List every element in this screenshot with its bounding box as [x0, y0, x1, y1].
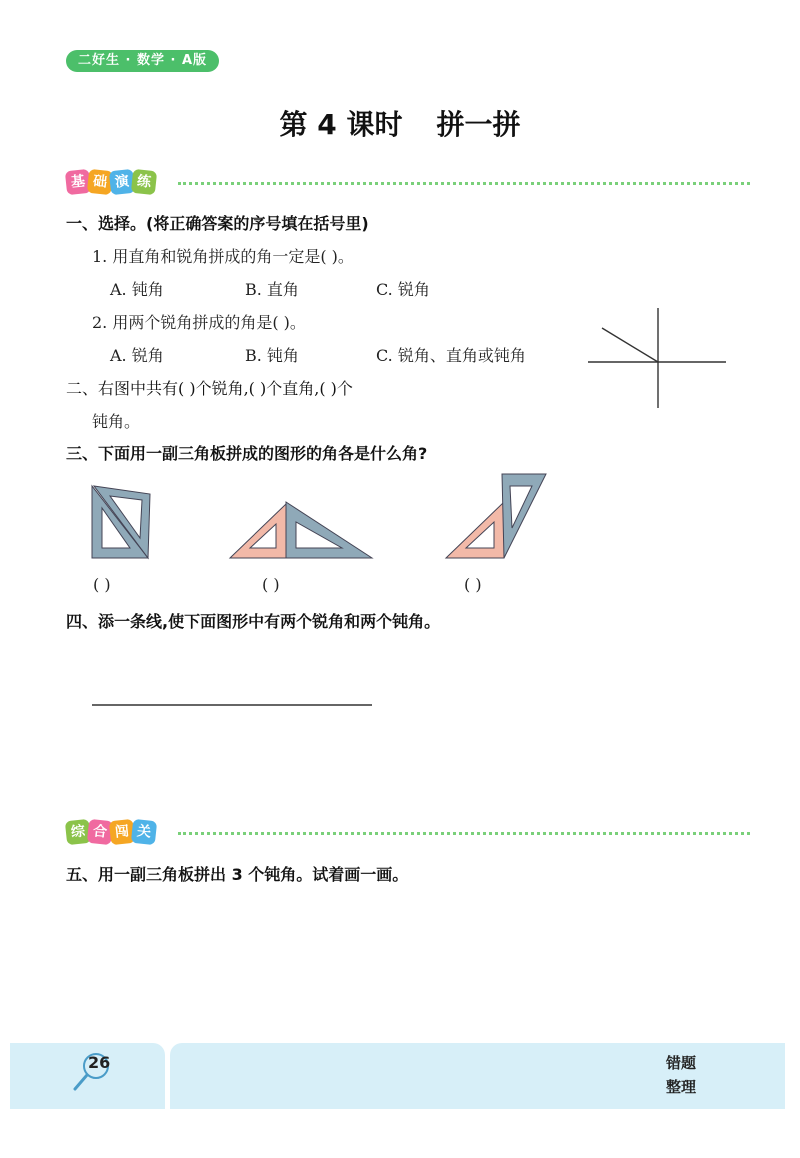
answer-blank-1[interactable]: ( ): [93, 575, 111, 594]
question-2-text-cont: 钝角。: [92, 412, 141, 431]
question-1-1-option-c: C. 锐角: [376, 280, 430, 299]
banner-chars: [66, 820, 154, 844]
question-1-1-option-b: B. 直角: [245, 280, 299, 299]
banner-char: 闯: [109, 819, 135, 845]
question-3-heading: 三、下面用一副三角板拼成的图形的角各是什么角?: [66, 444, 428, 463]
banner-char: 练: [131, 169, 157, 195]
banner-char: 关: [131, 819, 157, 845]
banner-char: 演: [109, 169, 135, 195]
figure-1: [92, 486, 150, 558]
book-series-badge: 二好生 · 数学 · A版: [66, 50, 219, 72]
lesson-title: [0, 103, 800, 143]
error-label-line1: 错题: [666, 1054, 697, 1072]
straight-line-figure: [92, 702, 374, 708]
angle-figure: [588, 306, 728, 410]
question-1-2-option-c: C. 锐角、直角或钝角: [376, 346, 526, 365]
section-banner-comprehensive: [66, 820, 154, 846]
question-1-heading: 一、选择。(将正确答案的序号填在括号里): [66, 214, 369, 233]
question-1-1-option-a: A. 钝角: [110, 280, 164, 299]
figure-3: [446, 474, 546, 558]
question-2-text: 二、右图中共有( )个锐角,( )个直角,( )个: [66, 379, 353, 398]
figure-2: [230, 502, 372, 558]
question-1-1-stem: 1. 用直角和锐角拼成的角一定是( )。: [92, 247, 354, 266]
dotted-divider: [178, 832, 750, 835]
banner-char: 基: [65, 169, 91, 195]
page-number: 26: [88, 1053, 111, 1072]
banner-char: 综: [65, 819, 91, 845]
question-4-heading: 四、添一条线,使下面图形中有两个锐角和两个钝角。: [66, 612, 441, 631]
question-5-heading: 五、用一副三角板拼出 3 个钝角。试着画一画。: [66, 865, 409, 884]
dotted-divider: [178, 182, 750, 185]
answer-blank-3[interactable]: ( ): [464, 575, 482, 594]
lesson-number: 第 4 课时: [279, 108, 403, 141]
question-1-2-option-a: A. 锐角: [110, 346, 164, 365]
question-1-2-option-b: B. 钝角: [245, 346, 299, 365]
question-1-2-stem: 2. 用两个锐角拼成的角是( )。: [92, 313, 306, 332]
answer-blank-2[interactable]: ( ): [262, 575, 280, 594]
error-label-line2: 整理: [666, 1078, 697, 1096]
banner-char: 合: [87, 819, 113, 845]
set-square-figures: [90, 472, 550, 564]
section-banner-basic: [66, 170, 154, 196]
banner-char: 础: [87, 169, 113, 195]
lesson-topic: 拼一拼: [436, 108, 521, 141]
slanted-ray: [602, 328, 658, 362]
banner-chars: [66, 170, 154, 194]
